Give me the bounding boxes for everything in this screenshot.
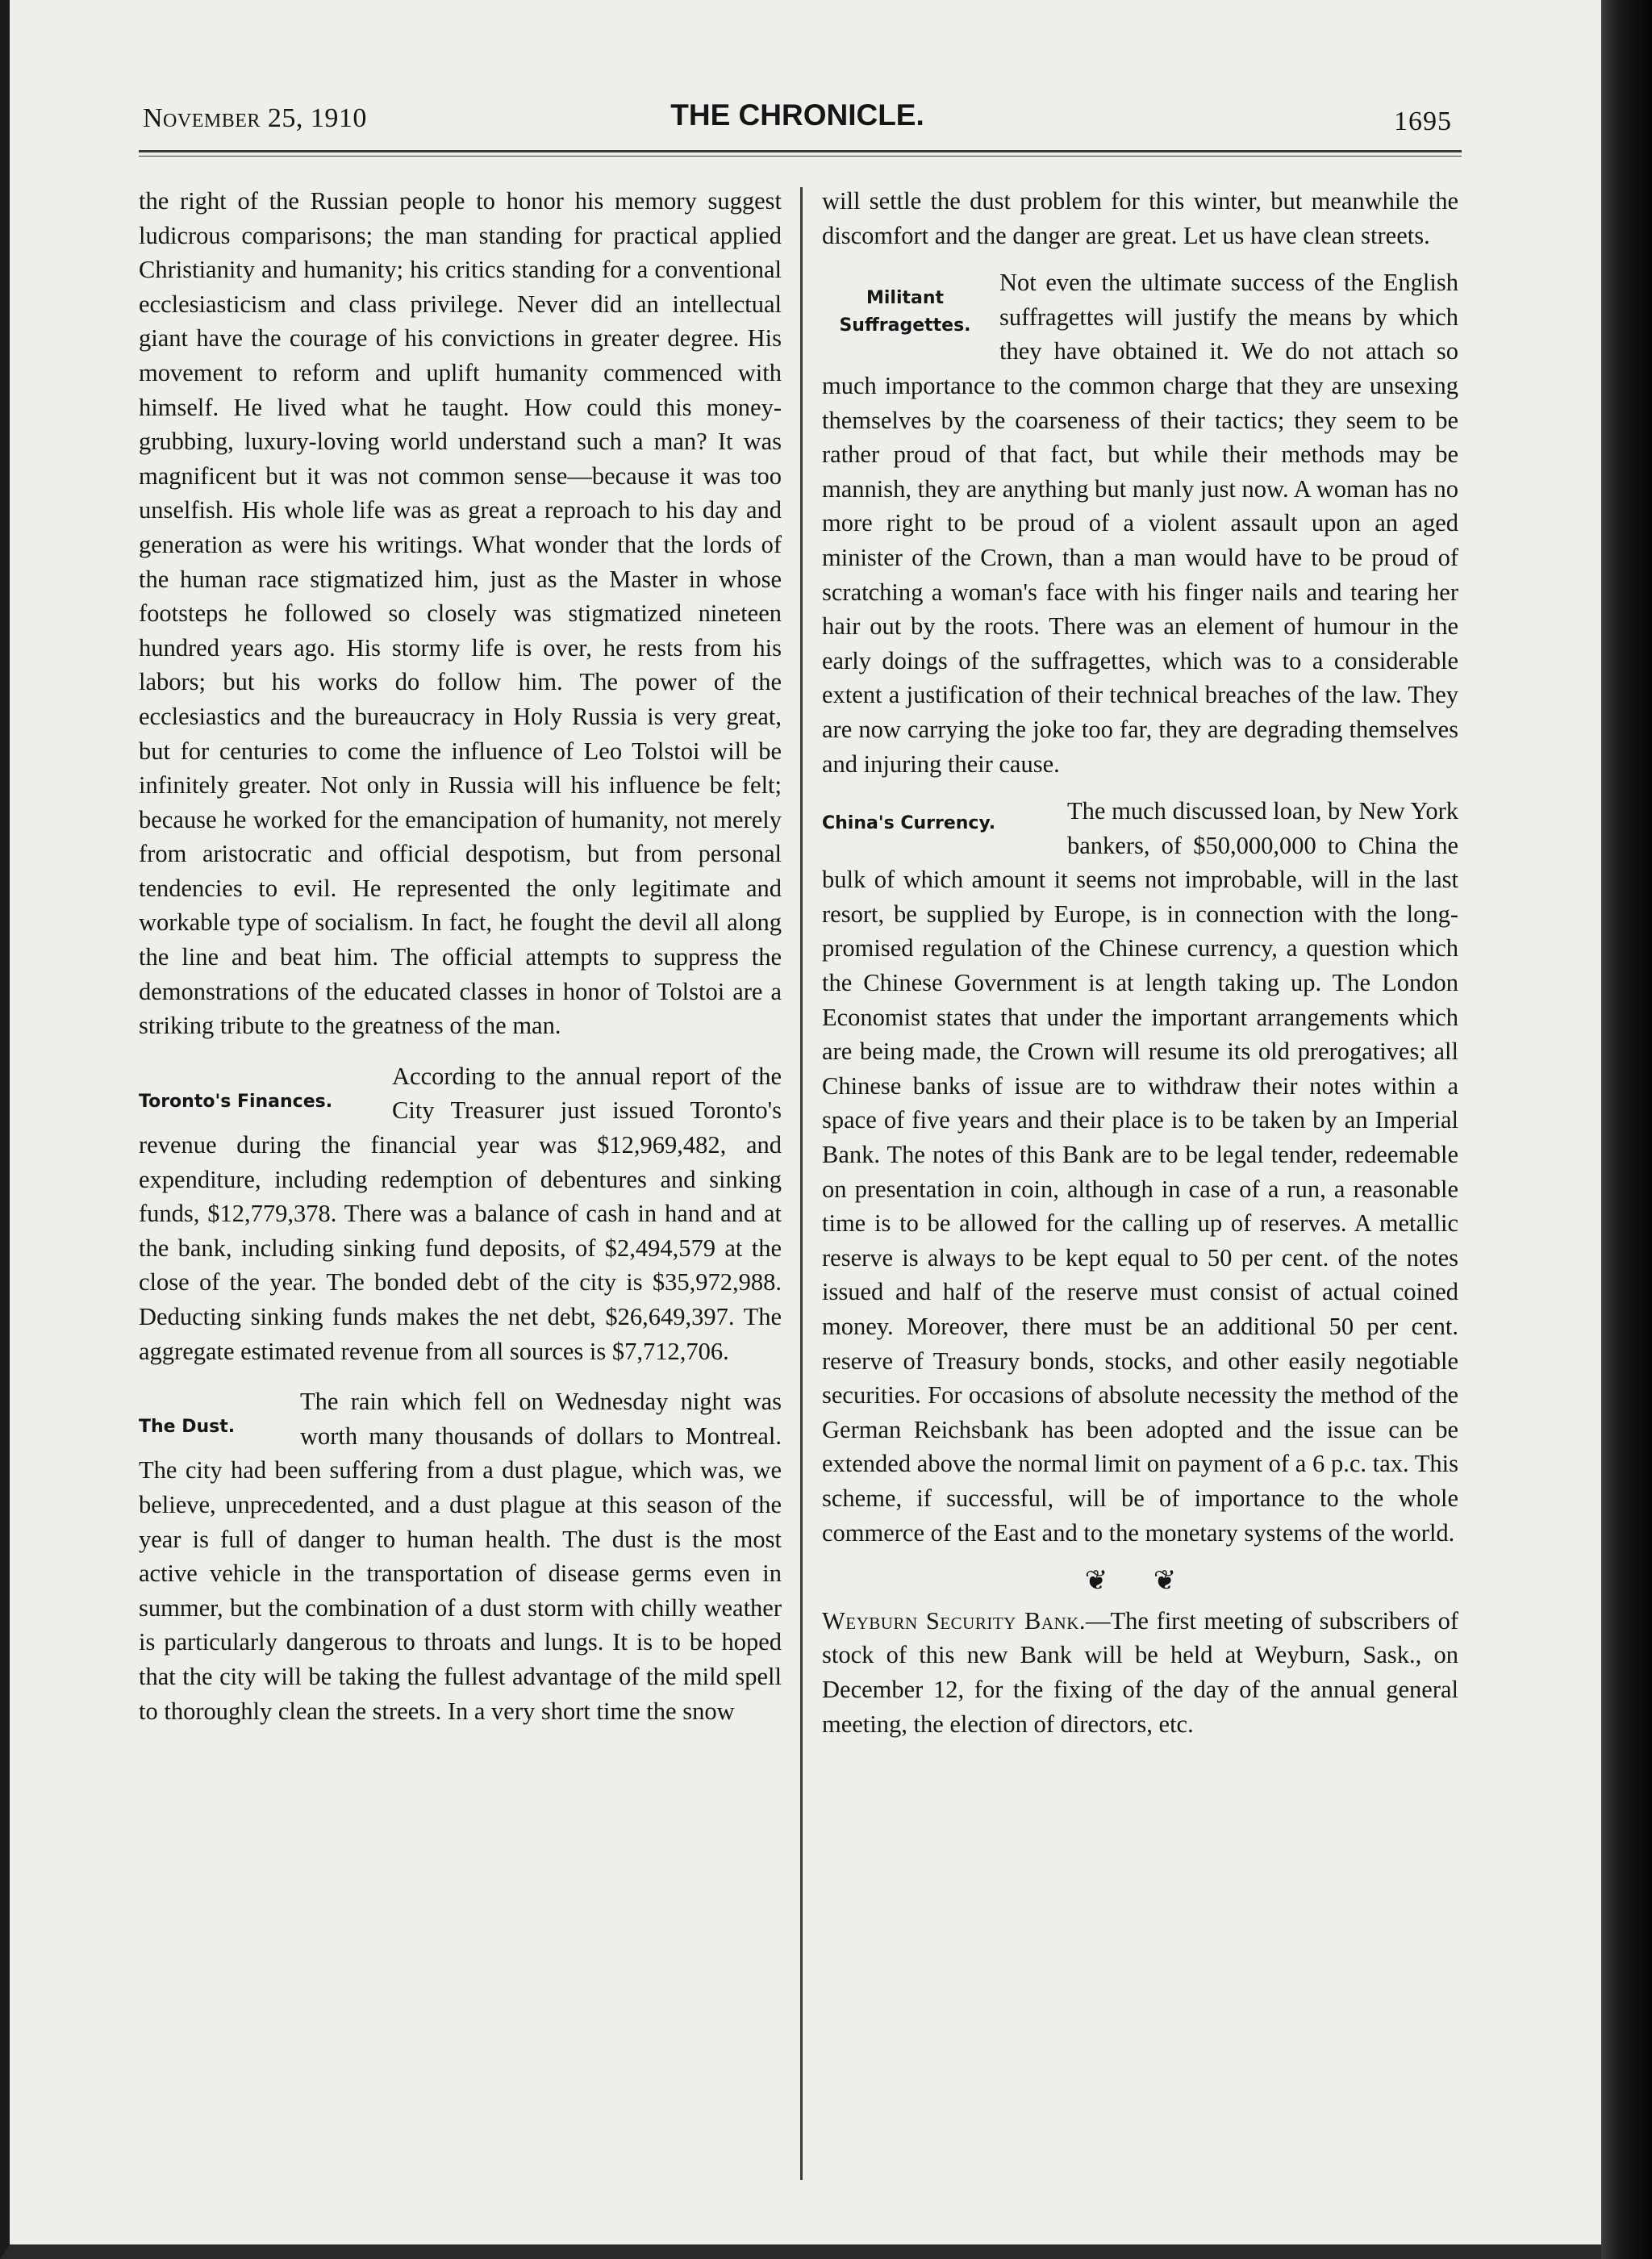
left-column xyxy=(139,184,782,1728)
suffragettes-section xyxy=(822,265,1458,781)
right-column xyxy=(822,184,1458,1741)
page-header xyxy=(143,98,1452,152)
column-divider xyxy=(800,187,803,2180)
section-ornament: ❦ ❦ xyxy=(1084,1566,1196,1597)
tolstoi-paragraph: the right of the Russian people to honor his memory suggest ludicrous comparisons; the man standing for practical applied Christianity and humanity; his critics standing for a conventional ecclesiasticism and class privilege. Never did an intellectual giant have the courage of his convictions in greater degree. His movement to reform and uplift humanity commenced with himself. He lived what he taught. How could this money-grubbing, luxury-loving world understand such a man? It was magnificent but it was not common sense—because it was too unselfish. His whole life was as great a reproach to his day and generation as were his writings. What wonder that the lords of the human race stigmatized him, just as the Master in whose footsteps he followed so closely was stigmatized nineteen hundred years ago. His stormy life is over, he rests from his labors; but his works do follow him. The power of the ecclesiastics and the bureaucracy in Holy Russia is very great, but for centuries to come the influence of Leo Tolstoi will be infinitely greater. Not only in Russia will his influence be felt; because he worked for the emancipation of humanity, not merely from aristocratic and official despotism, but from personal tendencies to evil. He represented the only legitimate and workable type of socialism. In fact, he fought the devil all along the line and beat him. The official attempts to suppress the demonstrations of the educated classes in honor of Tolstoi are a striking tribute to the greatness of the man. xyxy=(139,187,782,1040)
toronto-section xyxy=(139,1059,782,1368)
china-heading: China's Currency. xyxy=(822,813,996,834)
suffragettes-heading xyxy=(822,265,988,340)
book-spine-edge xyxy=(1601,0,1652,2259)
issue-date: November 25, 1910 xyxy=(143,103,367,133)
suffragettes-heading-line2: Suffragettes. xyxy=(839,315,971,336)
suffragettes-heading-line1: Militant xyxy=(866,288,945,309)
dust-text: The rain which fell on Wednesday night was worth many thousands of dollars to Montreal. The city had been suffering from a dust plague, which was, we believe, unprecedented, and a dust plague at this season of the year is full of danger to human health. The dust is the most active vehicle in the transportation of disease germs even in summer, but the combination of a dust storm with chilly weather is particularly dangerous to throats and lungs. It is to be hoped that the city will be taking the fullest advantage of the mild spell to thoroughly clean the streets. In a very short time the snow xyxy=(139,1388,782,1725)
toronto-heading: Toronto's Finances. xyxy=(139,1091,333,1112)
page-number: 1695 xyxy=(1394,106,1452,136)
weyburn-paragraph xyxy=(822,1604,1458,1741)
china-section xyxy=(822,794,1458,1550)
weyburn-heading: Weyburn Security Bank. xyxy=(822,1606,1087,1635)
header-rule-thin xyxy=(139,156,1462,157)
dust-heading: The Dust. xyxy=(139,1417,236,1438)
weyburn-text: —The first meeting of subscribers of stock of this new Bank will be held at Weyburn, Sask., on December 12, for the fixing of the day of the annual general meeting, the election of directors, etc. xyxy=(822,1606,1458,1738)
publication-title: THE CHRONICLE. xyxy=(670,98,924,132)
dust-section xyxy=(139,1384,782,1728)
china-text: The much discussed loan, by New York bankers, of $50,000,000 to China the bulk of which amount it seems not improbable, will in the last resort, be supplied by Europe, is in connection with the long-promised regulation of the Chinese currency, a question which the Chinese Government is at length taking up. The London Economist states that under the important arrangements which are being made, the Crown will resume its old prerogatives; all Chinese banks of issue are to withdraw their notes within a space of five years and their place is to be taken by an Imperial Bank. The notes of this Bank are to be legal tender, redeemable on presentation in coin, although in case of a run, a reasonable time is to be allowed for the calling up of reserves. A metallic reserve is always to be kept equal to 50 per cent. of the notes issued and half of the reserve must consist of actual coined money. Moreover, there must be an additional 50 per cent. reserve of Treasury bonds, stocks, and other easily negotiable securities. For occasions of absolute necessity the method of the German Reichsbank has been adopted and the issue can be extended above the normal limit on payment of a 6 p.c. tax. This scheme, if successful, will be of importance to the whole commerce of the East and to the monetary systems of the world. xyxy=(822,797,1458,1547)
suffragettes-text: Not even the ultimate success of the English suffragettes will justify the means by which they have obtained it. We do not attach so much importance to the common charge that they are unsexing themselves by the coarseness of their tactics; they seem to be rather proud of that fact, but while their methods may be mannish, they are anything but manly just now. A woman has no more right to be proud of a violent assault upon an aged minister of the Crown, than a man would have to be proud of scratching a woman's face with his finger nails and tearing her hair out by the roots. There was an element of humour in the early doings of the suffragettes, which was to a considerable extent a justification of their technical breaches of the law. They are now carrying the joke too far, they are degrading themselves and injuring their cause. xyxy=(822,269,1458,778)
toronto-text: According to the annual report of the City Treasurer just issued Toronto's revenue during the financial year was $12,969,482, and expenditure, including redemption of debentures and sinking funds, $12,779,378. There was a balance of cash in hand and at the bank, including sinking fund deposits, of $2,494,579 at the close of the year. The bonded debt of the city is $35,972,988. Deducting sinking funds makes the net debt, $26,649,397. The aggregate estimated revenue from all sources is $7,712,706. xyxy=(139,1062,782,1365)
header-rule xyxy=(139,150,1462,152)
dust-continued: will settle the dust problem for this winter, but meanwhile the discomfort and the danger are great. Let us have clean streets. xyxy=(822,187,1458,249)
